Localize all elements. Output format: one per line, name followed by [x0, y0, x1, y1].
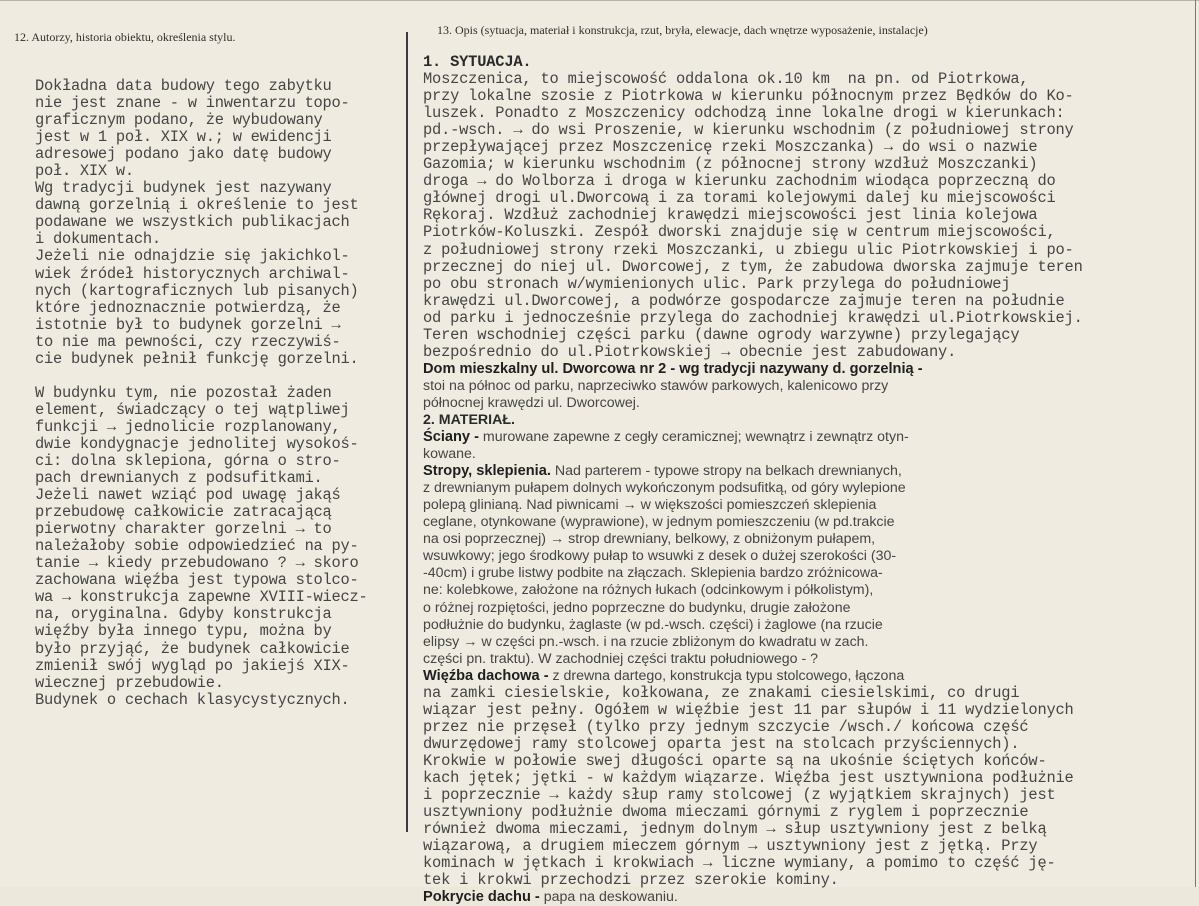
text-line: podawane we wszystkich publikacjach [35, 213, 350, 232]
subheading-stropy: Stropy, sklepienia. [423, 463, 551, 480]
text-line: było przyjąć, że budynek całkowicie [35, 639, 350, 658]
text-line: luszek. Ponadto z Moszczenicy odchodzą inne lokalne drogi w kierunkach: [423, 104, 1065, 123]
text-line: przecznej do niej ul. Dworcowej, z tym, że zabudowa dworska zajmuje teren [423, 257, 1083, 276]
text-line: tek i krokwi przechodzi przez szerokie kominy. [423, 871, 839, 890]
text-line: istotnie był to budynek gorzelni → [35, 315, 341, 334]
text-line: wiązar jest pełny. Ogółem w więźbie jest 11 par słupów i 11 wydzielonych [423, 700, 1074, 719]
text-line: przebudowę całkowicie zatracającą [35, 503, 332, 522]
text-line: i poprzecznie → każdy słup ramy stolcowej (z wyjątkiem skrajnych) jest [423, 786, 1056, 805]
text-line: tanie → kiedy przebudowano ? → skoro [35, 554, 359, 573]
text-line: przy lokalne szosie z Piotrkowa w kierunku północnym przez Będków do Ko- [423, 87, 1074, 106]
text-line: Krokwie w połowie swej długości oparte są na ukośnie ściętych końców- [423, 751, 1047, 770]
text-line-stropy [423, 463, 1183, 480]
text-line: Dokładna data budowy tego zabytku [35, 77, 332, 95]
subheading-dom-mieszkalny: Dom mieszkalny ul. Dworcowa nr 2 - wg tradycji nazywany d. gorzelnią - [423, 360, 923, 377]
text-line: części pn. traktu). W zachodniej części traktu południowego - ? [423, 650, 819, 667]
text-line: Wg tradycji budynek jest nazywany [35, 179, 332, 198]
text-line: na zamki ciesielskie, kołkowana, ze znakami ciesielskimi, co drugi [423, 683, 1020, 702]
text-line: wiecznej przebudowie. [35, 673, 224, 692]
text-line: funkcji → jednolicie rozplanowany, [35, 417, 341, 436]
text-line: głównej drogi ul.Dworcową i za torami kolejowymi dalej ku miejscowości [423, 189, 1056, 208]
subheading-wiezba-dachowa: Więźba dachowa - [423, 667, 549, 684]
text-line: od parku i jednocześnie przylega do zachodniej krawędzi ul.Piotrkowskiej. [423, 308, 1083, 327]
text-line: Moszczenica, to miejscowość oddalona ok.10 km na pn. od Piotrkowa, [423, 70, 1029, 89]
text-line: północnej krawędzi ul. Dworcowej. [423, 394, 640, 411]
text-line: kominach w jętkach i krokwiach → liczne wymiany, a pomimo to część ję- [423, 854, 1056, 873]
section-13-header: 13. Opis (sytuacja, materiał i konstrukcja, rzut, bryła, elewacje, dach wnętrze wyposażenie, instalacje) [437, 23, 928, 37]
text-line: po obu stronach w/wymienionych ulic. Park przylega do południowej [423, 274, 1011, 293]
text-line: zmienił swój wygląd po jakiejś XIX- [35, 656, 350, 675]
text-line: element, świadczący o tej wątpliwej [35, 400, 350, 419]
text-line: również dwoma mieczami, jednym dolnym → słup usztywniony jest z belką [423, 820, 1047, 839]
text-line: Rękoraj. Wzdłuż zachodniej krawędzi miejscowości jest linia kolejowa [423, 206, 1038, 225]
text-line: dwurzędowej ramy stolcowej oparta jest na stolcach przyściennych). [423, 734, 1020, 753]
text-line: na, oryginalna. Gdyby konstrukcja [35, 605, 332, 624]
text-line: wsuwkowy; jego środkowy pułap to wsuwki z desek o dużej szerokości (30- [423, 548, 897, 565]
text-line: na osi poprzecznej) → strop drewniany, belkowy, z obniżonym pułapem, [423, 531, 876, 548]
text-line: wiązarową, a drugiem mieczem górnym → usztywniony jest z jętką. Przy [423, 837, 1038, 856]
text-line: Teren wschodniej części parku (dawne ogrody warzywne) przylegający [423, 325, 1020, 344]
text-line: to nie ma pewności, czy rzeczywiś- [35, 332, 341, 351]
text-line: o różnej rozpiętości, jedno poprzeczne do budynku, drugie założone [423, 599, 851, 616]
text-line: zachowana więźba jest typowa stolco- [35, 571, 359, 590]
text-line: Gazomia; w kierunku wschodnim (z północnej strony wzdłuż Moszczanki) [423, 155, 1038, 174]
subheading-sciany: Ściany - [423, 429, 479, 446]
text-line: adresowej podano jako datę budowy [35, 145, 332, 164]
section-heading-sytuacja: 1. SYTUACJA. [423, 53, 532, 71]
top-border [0, 0, 1199, 1]
paragraph-gap [35, 368, 407, 385]
subheading-pokrycie-dachu: Pokrycie dachu - [423, 889, 540, 906]
text-line: usztywniony podłużnie dwoma mieczami górnymi z ryglem i poprzecznie [423, 803, 1029, 822]
text-line: stoi na północ od parku, naprzeciwko stawów parkowych, kalenicowo przy [423, 377, 889, 394]
text-line: jest w 1 poł. XIX w.; w ewidencji [35, 128, 332, 147]
text-line-wiezba [423, 668, 1183, 685]
text-line: kach jętek; jętki - w każdym wiązarze. Więźba jest usztywniona podłużnie [423, 768, 1074, 787]
history-paragraph-1 [35, 78, 407, 368]
text-line: wa → konstrukcja zapewne XVIII-wiecz- [35, 588, 368, 607]
text-line: Jeżeli nawet wziąć pod uwagę jakąś [35, 486, 341, 505]
text-line: kowane. [423, 446, 476, 463]
history-paragraph-2 [35, 385, 407, 709]
text-line: droga → do Wolborza i droga w kierunku zachodnim wiodąca poprzeczną do [423, 172, 1056, 191]
text-line: ne: kolebkowe, założone na różnych łukach (odcinkowym i półkolistym), [423, 582, 874, 599]
text-line: przez nie przęseł (tylko przy jednym szczycie /wsch./ końcowa część [423, 717, 1029, 736]
text-line: krawędzi ul.Dworcowej, a podwórze gospodarcze zajmuje teren na południe [423, 291, 1065, 310]
text-line: Budynek o cechach klasycystycznych. [35, 690, 350, 709]
text-line: przepływającej przez Moszczenicę rzeki Moszczanka) → do wsi o nazwie [423, 138, 1038, 157]
description-column [423, 54, 1183, 906]
text-line: które jednoznacznie potwierdzą, że [35, 298, 341, 317]
text-line: wiek źródeł historycznych archiwal- [35, 264, 350, 283]
text-fragment: z drewna dartego, konstrukcja typu stolcowego, łączona [548, 667, 905, 684]
text-line: dwie kondygnacje jednolitej wysokoś- [35, 434, 359, 453]
section-12-header: 12. Autorzy, historia obiektu, określenia stylu. [14, 30, 236, 44]
text-line: ci: dolna sklepiona, górna o stro- [35, 451, 341, 470]
text-line: więźby była innego typu, można by [35, 622, 332, 641]
text-line: -40cm) i grube listwy podbite na złączach. Sklepienia bardzo zróżnicowa- [423, 565, 883, 582]
text-line: cie budynek pełnił funkcję gorzelni. [35, 349, 359, 368]
text-line: z południowej strony rzeki Moszczanki, u zbiegu ulic Piotrkowskiej i po- [423, 240, 1074, 259]
text-line-pokrycie [423, 889, 1183, 906]
text-line-sciany [423, 429, 1183, 446]
text-line: polepą glinianą. Nad piwnicami → w większości pomieszczeń sklepienia [423, 497, 877, 514]
text-line: podłużnie do budynku, żaglaste (w pd.-wsch. części) i żaglowe (na rzucie [423, 616, 883, 633]
history-column [35, 78, 407, 709]
text-line: W budynku tym, nie pozostał żaden [35, 383, 332, 402]
text-line: elipsy → w części pn.-wsch. i na rzucie zbliżonym do kwadratu w zach. [423, 633, 869, 650]
text-line: nych (kartograficznych lub pisanych) [35, 281, 359, 300]
text-line: należałoby sobie odpowiedzieć na py- [35, 537, 359, 556]
right-border [1195, 0, 1196, 887]
text-line: Jeżeli nie odnajdzie się jakichkol- [35, 247, 350, 266]
text-line: bezpośrednio do ul.Piotrkowskiej → obecnie jest zabudowany. [423, 342, 957, 361]
text-fragment: Nad parterem - typowe stropy na belkach drewnianych, [550, 463, 902, 480]
text-line: nie jest znane - w inwentarzu topo- [35, 94, 350, 113]
text-line: Piotrków-Koluszki. Zespół dworski znajduje się w centrum miejscowości, [423, 223, 1056, 242]
text-line: ceglane, otynkowane (wyprawione), w jednym pomieszczeniu (w pd.trakcie [423, 514, 895, 531]
text-line: pach drewnianych z podsufitkami. [35, 469, 323, 488]
text-fragment: murowane zapewne z cegły ceramicznej; wewnątrz i zewnątrz otyn- [478, 429, 909, 446]
text-line: i dokumentach. [35, 230, 161, 249]
text-line: pd.-wsch. → do wsi Proszenie, w kierunku wschodnim (z południowej strony [423, 121, 1074, 140]
text-line: graficznym podano, że wybudowany [35, 111, 323, 130]
text-line: z drewnianym pułapem dolnych wykończonym podsufitką, od góry wylepione [423, 480, 906, 497]
text-fragment: papa na deskowaniu. [539, 889, 678, 906]
text-line: dawną gorzelnią i określenie to jest [35, 196, 359, 215]
section-heading-material: 2. MATERIAŁ. [423, 411, 515, 428]
text-line: pierwotny charakter gorzelni → to [35, 520, 332, 539]
text-line: poł. XIX w. [35, 162, 134, 181]
